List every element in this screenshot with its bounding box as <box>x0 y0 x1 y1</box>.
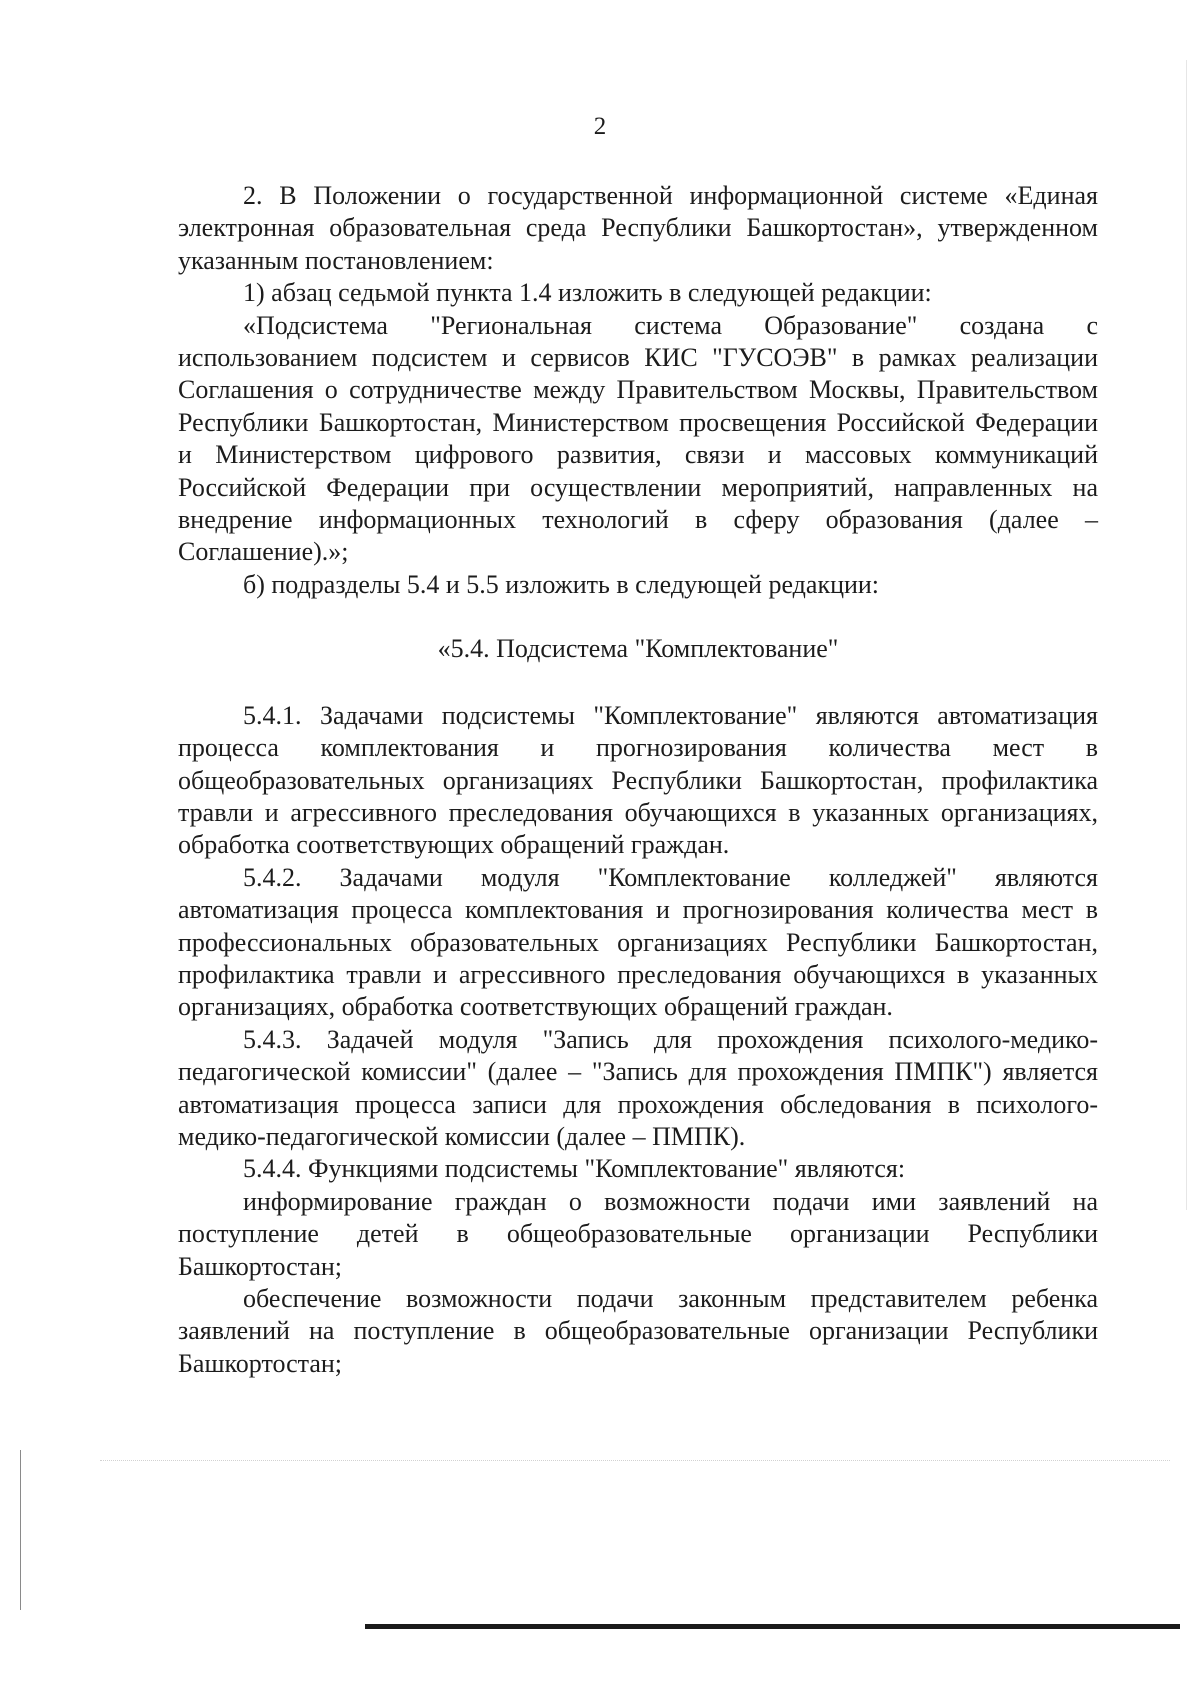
scan-edge-shadow <box>1186 60 1187 1210</box>
paragraph-amendment-intro: 2. В Положении о государственной информационной системе «Единая электронная образовательная среда Республики Башкортостан», утвержденном указанным постановлением: <box>178 181 1098 275</box>
paragraph-5-4-3: 5.4.3. Задачей модуля "Запись для прохождения психолого-медико-педагогической комиссии" (далее – "Запись для прохождения ПМПК") является автоматизация процесса записи для прохождения обследования в психолого-медико-педагогической комиссии (далее – ПМПК). <box>178 1024 1098 1151</box>
paragraph-5-4-1: 5.4.1. Задачами подсистемы "Комплектование" являются автоматизация процесса комплектования и прогнозирования количества мест в общеобразовательных организациях Республики Башкортостан, профилактика травли и агрессивного преследования обучающихся в указанных организациях, обработка соответствующих обращений граждан. <box>178 700 1098 860</box>
paragraph-function-applications: обеспечение возможности подачи законным представителем ребенка заявлений на поступление в общеобразовательные организации Республики Башкортостан; <box>178 1284 1098 1378</box>
section-heading: «5.4. Подсистема "Комплектование" <box>437 634 839 664</box>
paragraph-item-b: б) подразделы 5.4 и 5.5 изложить в следующей редакции: <box>243 569 880 599</box>
paragraph-function-informing: информирование граждан о возможности подачи ими заявлений на поступление детей в общеобразовательные организации Республики Башкортостан; <box>178 1186 1098 1281</box>
scan-left-edge-line <box>20 1450 21 1610</box>
bottom-rule <box>365 1624 1180 1629</box>
paragraph-5-4-4: 5.4.4. Функциями подсистемы "Комплектование" являются: <box>243 1154 906 1184</box>
paragraph-5-4-2: 5.4.2. Задачами модуля "Комплектование колледжей" являются автоматизация процесса комплектования и прогнозирования количества мест в профессиональных образовательных организациях Республики Башкортостан, профилактика травли и агрессивного преследования обучающихся в указанных организациях, обработка соответствующих обращений граждан. <box>178 862 1098 1022</box>
page-number: 2 <box>593 113 607 140</box>
scan-artifact-line <box>100 1460 1170 1462</box>
document-body <box>178 180 1098 1380</box>
paragraph-quoted-text: «Подсистема "Региональная система Образование" создана с использованием подсистем и сервисов КИС "ГУСОЭВ" в рамках реализации Соглашения о сотрудничестве между Правительством Москвы, Правительством Республики Башкортостан, Министерством просвещения Российской Федерации и Министерством цифрового развития, связи и массовых коммуникаций Российской Федерации при осуществлении мероприятий, направленных на внедрение информационных технологий в сферу образования (далее – Соглашение).»; <box>178 310 1098 567</box>
paragraph-item-1: 1) абзац седьмой пункта 1.4 изложить в следующей редакции: <box>243 278 932 308</box>
